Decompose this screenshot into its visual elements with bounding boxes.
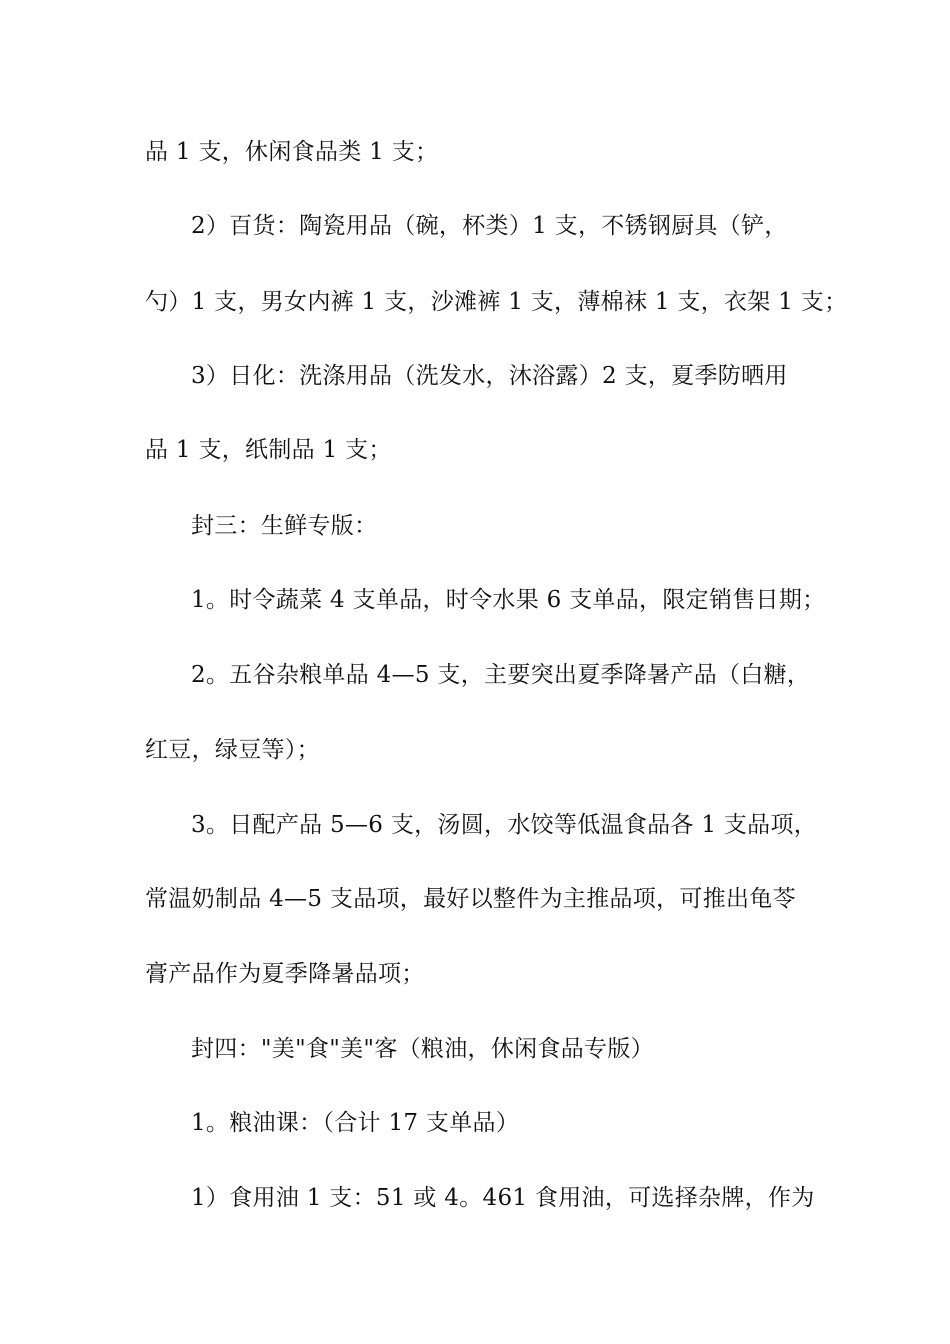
text-line-5: 品 1 支，纸制品 1 支； (145, 437, 392, 463)
text-line-8: 2。五谷杂粮单品 4—5 支，主要突出夏季降暑产品（白糖， (191, 662, 811, 688)
section-heading-cover-3: 封三：生鲜专版： (191, 513, 378, 539)
text-line-1: 品 1 支，休闲食品类 1 支； (145, 139, 439, 165)
text-line-3: 勺）1 支，男女内裤 1 支，沙滩裤 1 支，薄棉袜 1 支，衣架 1 支； (145, 289, 848, 315)
text-line-9: 红豆，绿豆等）； (145, 737, 320, 763)
text-line-7: 1。时令蔬菜 4 支单品，时令水果 6 支单品，限定销售日期； (191, 587, 826, 613)
text-line-2: 2）百货：陶瓷用品（碗，杯类）1 支，不锈钢厨具（铲， (191, 213, 788, 239)
text-line-12: 膏产品作为夏季降暑品项； (145, 961, 425, 987)
text-line-14: 1。粮油课：（合计 17 支单品） (191, 1110, 520, 1136)
text-line-15: 1）食用油 1 支：51 或 4。461 食用油，可选择杂牌，作为 (191, 1185, 815, 1211)
text-line-4: 3）日化：洗涤用品（洗发水，沐浴露）2 支，夏季防晒用 (191, 363, 788, 389)
section-heading-cover-4: 封四："美"食"美"客（粮油，休闲食品专版） (191, 1036, 654, 1062)
text-line-11: 常温奶制品 4—5 支品项，最好以整件为主推品项，可推出龟苓 (145, 886, 796, 912)
text-line-10: 3。日配产品 5—6 支，汤圆，水饺等低温食品各 1 支品项， (191, 812, 818, 838)
